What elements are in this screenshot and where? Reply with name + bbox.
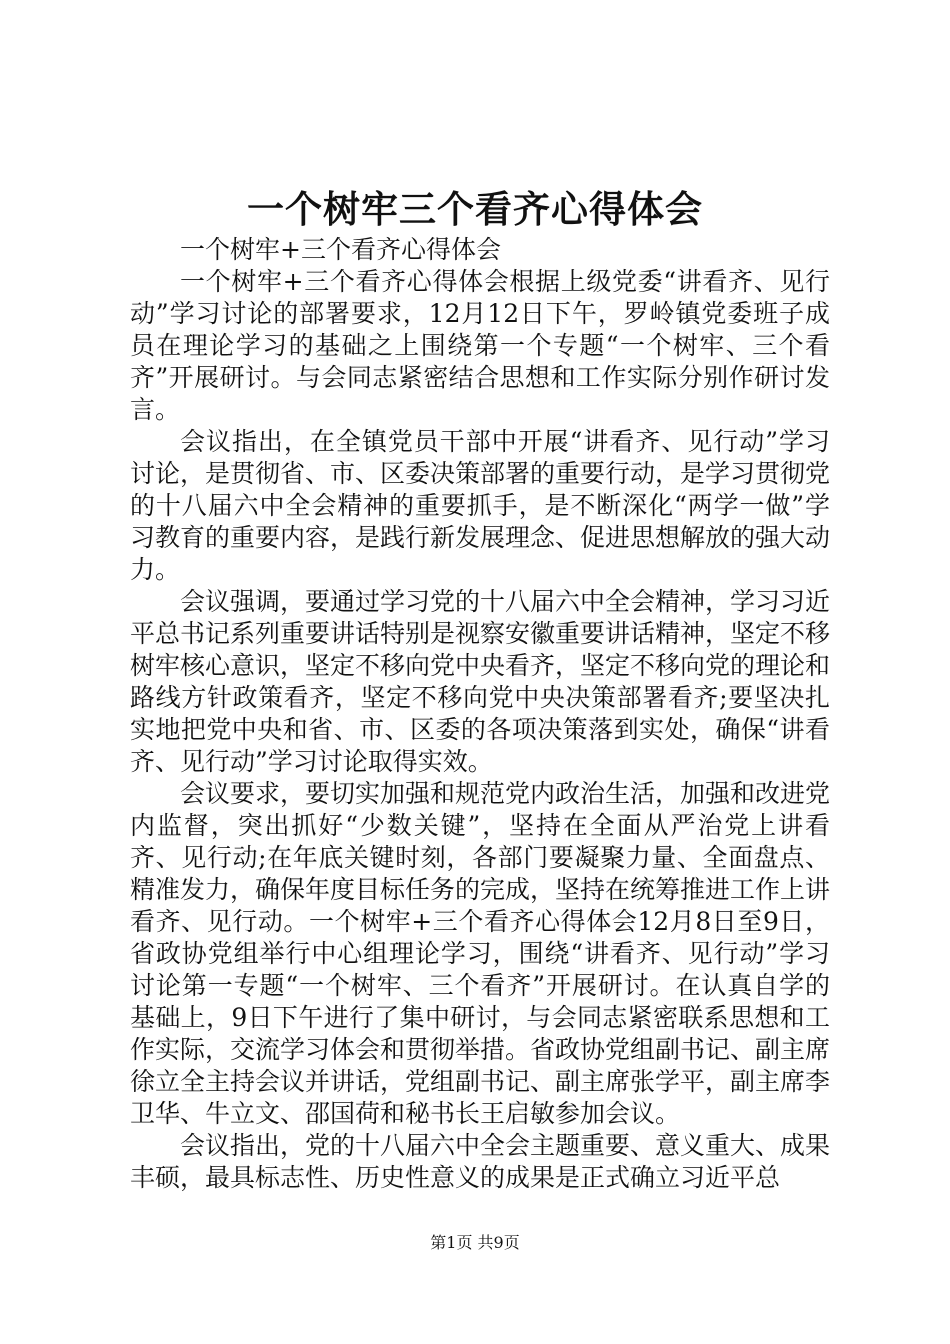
paragraph-intro: 一个树牢+三个看齐心得体会根据上级党委“讲看齐、见行动”学习讨论的部署要求，12月12日下午，罗岭镇党委班子成员在理论学习的基础之上围绕第一个专题“一个树牢、三个看齐”开展研讨。与会同志紧密结合思想和工作实际分别作研讨发言。 [130, 267, 830, 424]
document-title: 一个树牢三个看齐心得体会 [247, 188, 703, 231]
paragraph-meeting-points: 会议指出，在全镇党员干部中开展“讲看齐、见行动”学习讨论，是贯彻省、市、区委决策部署的重要行动，是学习贯彻党的十八届六中全会精神的重要抓手，是不断深化“两学一做”学习教育的重要内容，是践行新发展理念、促进思想解放的强大动力。 [130, 427, 831, 584]
paragraph-meeting-emphasis: 会议强调，要通过学习党的十八届六中全会精神，学习习近平总书记系列重要讲话特别是视察安徽重要讲话精神，坚定不移树牢核心意识，坚定不移向党中央看齐，坚定不移向党的理论和路线方针政策看齐，坚定不移向党中央决策部署看齐;要坚决扎实地把党中央和省、市、区委的各项决策落到实处，确保“讲看齐、见行动”学习讨论取得实效。 [130, 587, 831, 776]
page-number-footer: 第1页 共9页 [430, 1233, 520, 1252]
document-body [130, 234, 830, 1194]
paragraph-subtitle: 一个树牢+三个看齐心得体会 [180, 235, 501, 264]
paragraph-plenary-session: 会议指出，党的十八届六中全会主题重要、意义重大、成果丰硕，最具标志性、历史性意义的成果是正式确立习近平总 [130, 1131, 831, 1192]
paragraph-meeting-requirements: 会议要求，要切实加强和规范党内政治生活，加强和改进党内监督，突出抓好“少数关键”，坚持在全面从严治党上讲看齐、见行动;在年底关键时刻，各部门要凝聚力量、全面盘点、精准发力，确保年度目标任务的完成，坚持在统筹推进工作上讲看齐、见行动。一个树牢+三个看齐心得体会12月8日至9日，省政协党组举行中心组理论学习，围绕“讲看齐、见行动”学习讨论第一专题“一个树牢、三个看齐”开展研讨。在认真自学的基础上，9日下午进行了集中研讨，与会同志紧密联系思想和工作实际，交流学习体会和贯彻举措。省政协党组副书记、副主席徐立全主持会议并讲话，党组副书记、副主席张学平，副主席李卫华、牛立文、邵国荷和秘书长王启敏参加会议。 [130, 779, 831, 1128]
